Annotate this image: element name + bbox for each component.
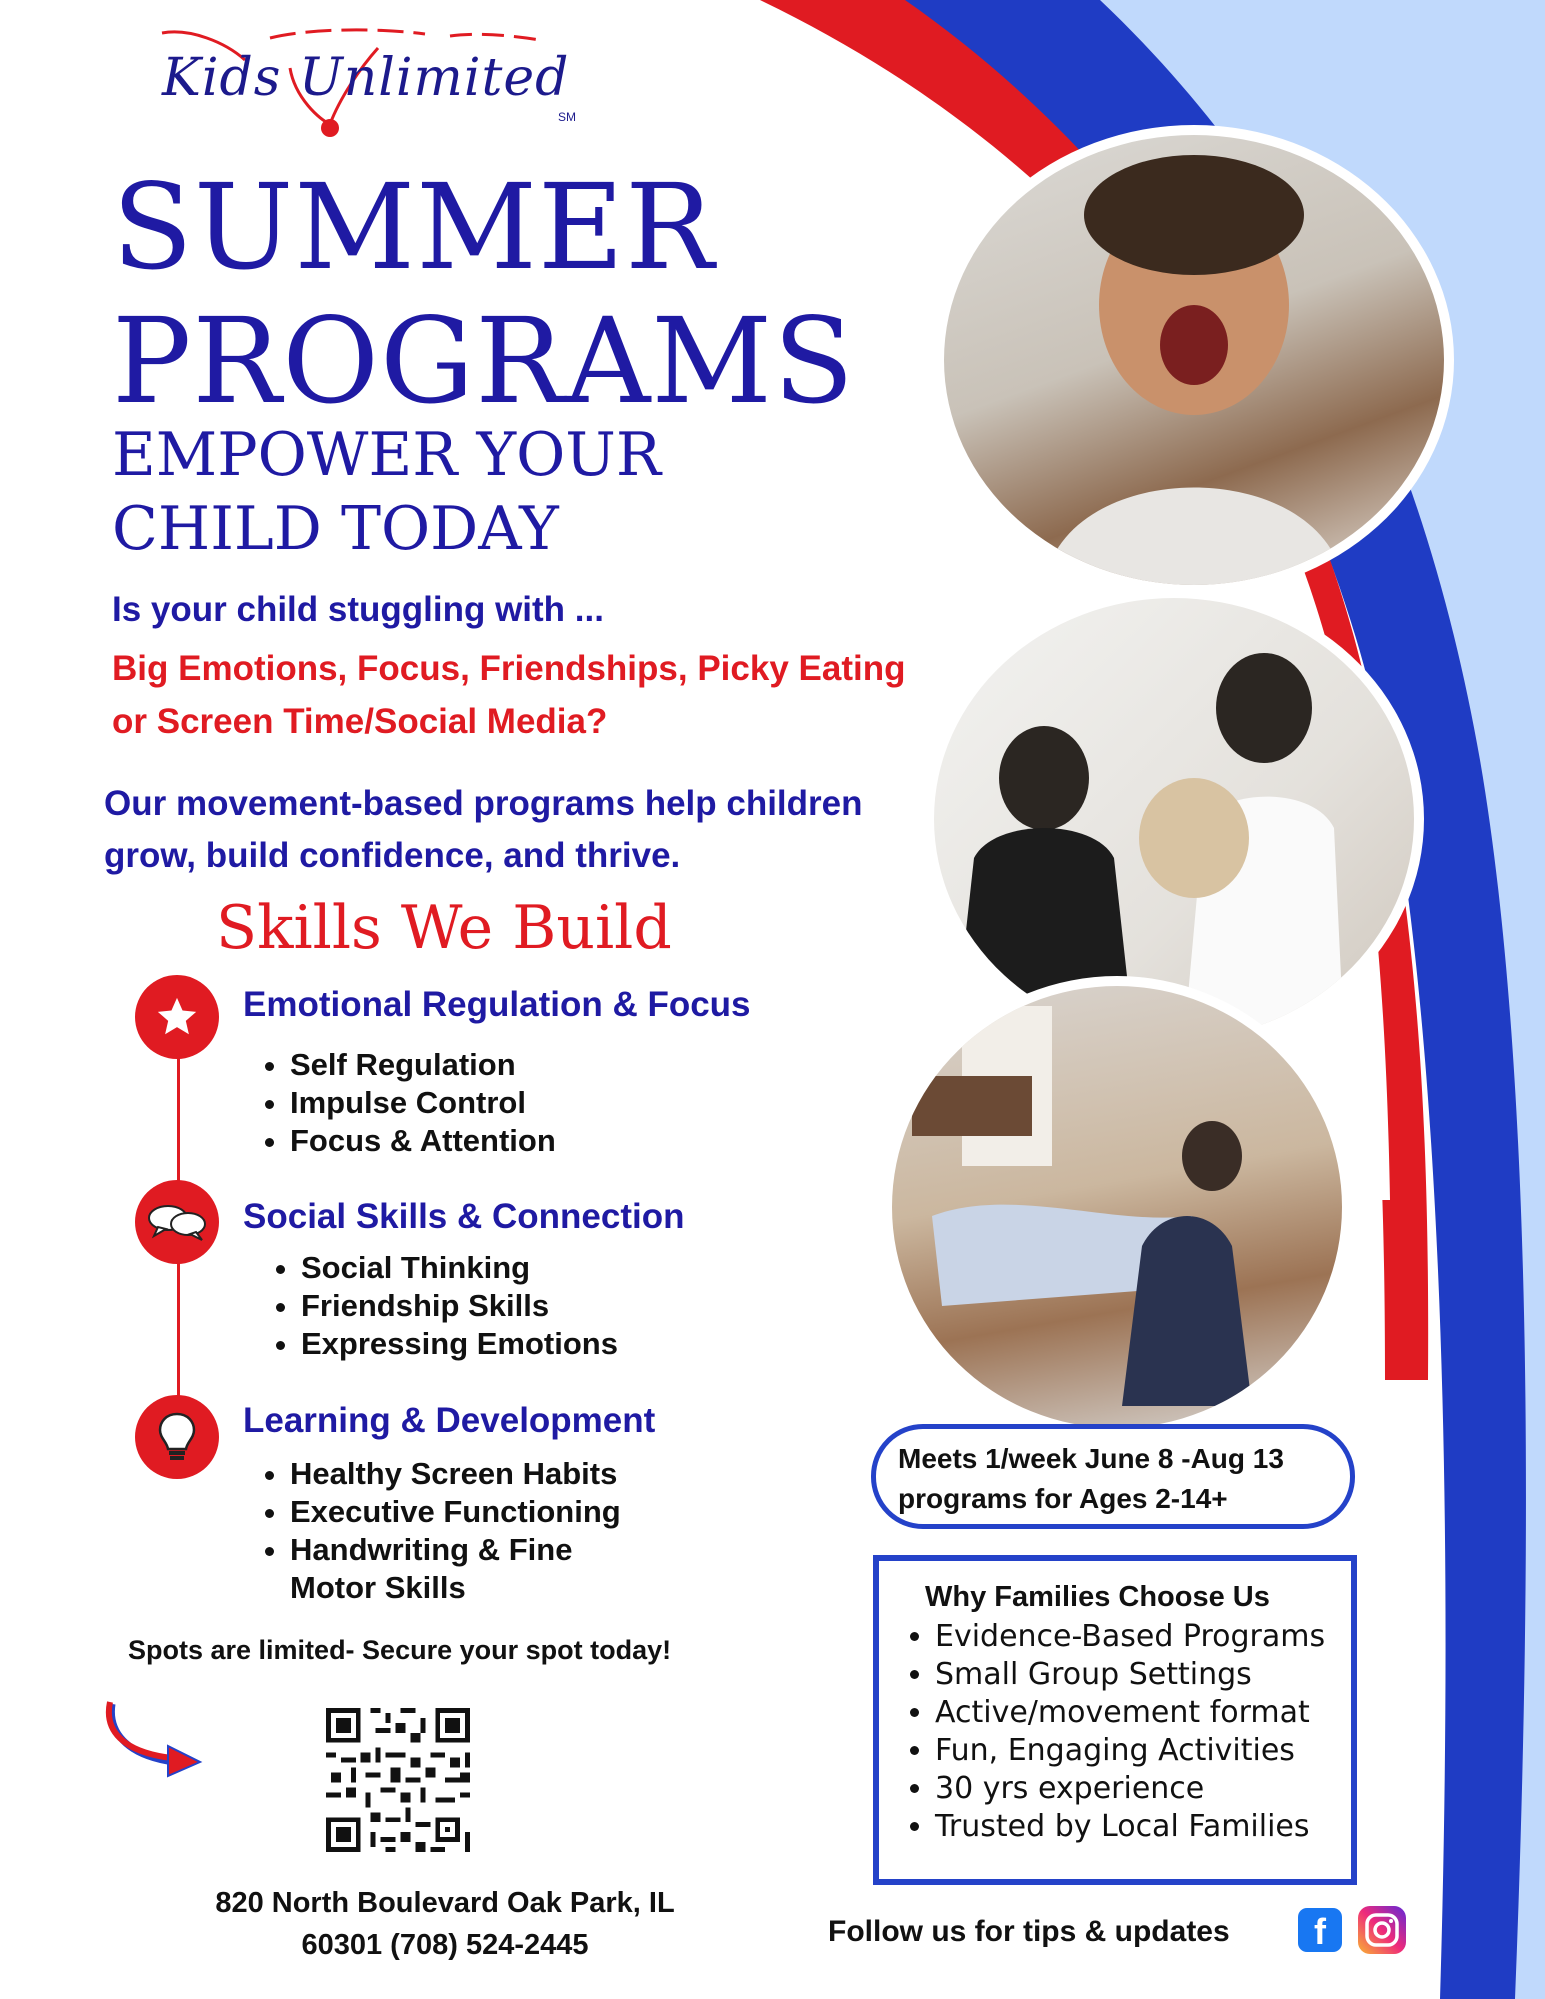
curved-arrow-icon — [104, 1700, 204, 1780]
pitch-text: Our movement-based programs help children grow, build confidence, and thrive. — [104, 784, 863, 875]
photo-child-screaming — [934, 125, 1454, 595]
list-item: • Social Thinking — [301, 1249, 618, 1287]
list-item: • Executive Functioning — [290, 1493, 710, 1531]
skill-list — [273, 1249, 618, 1363]
list-item: • Active/movement format — [935, 1694, 1351, 1732]
why-families-box — [873, 1555, 1357, 1885]
headline-summer: SUMMER — [112, 158, 715, 296]
list-item: • Healthy Screen Habits — [290, 1455, 710, 1493]
kids-unlimited-logo — [150, 28, 590, 138]
skill-group-title: Emotional Regulation & Focus — [243, 985, 751, 1024]
schedule-line2: programs for Ages 2-14+ — [898, 1483, 1228, 1514]
skill-list — [262, 1455, 710, 1607]
question-intro: Is your child stuggling with ... — [112, 590, 604, 629]
service-mark: SM — [558, 110, 576, 124]
list-item: • Expressing Emotions — [301, 1325, 618, 1363]
question-issues: Big Emotions, Focus, Friendships, Picky Eating or Screen Time/Social Media? — [112, 649, 906, 741]
list-item: • Self Regulation — [290, 1046, 556, 1084]
timeline-connector — [177, 1040, 180, 1195]
skill-group-title: Social Skills & Connection — [243, 1197, 685, 1236]
list-item: • Evidence-Based Programs — [935, 1618, 1351, 1656]
skills-heading: Skills We Build — [216, 893, 672, 963]
list-item: • Impulse Control — [290, 1084, 556, 1122]
tagline-line1: EMPOWER YOUR — [112, 420, 662, 490]
photo-kids-teddy-bear — [924, 588, 1424, 1050]
qr-code[interactable] — [316, 1698, 480, 1862]
tagline-line2: CHILD TODAY — [112, 494, 559, 564]
star-icon — [135, 975, 219, 1059]
why-list — [901, 1618, 1351, 1846]
timeline-connector — [177, 1257, 180, 1407]
facebook-icon[interactable]: f — [1298, 1908, 1342, 1952]
follow-text: Follow us for tips & updates — [828, 1915, 1230, 1948]
address-block — [150, 1882, 740, 1966]
list-item: • Focus & Attention — [290, 1122, 556, 1160]
why-title: Why Families Choose Us — [925, 1581, 1270, 1613]
list-item: • Fun, Engaging Activities — [935, 1732, 1351, 1770]
lightbulb-icon — [135, 1395, 219, 1479]
logo-text: Kids Unlimited — [162, 48, 570, 108]
list-item: • Friendship Skills — [301, 1287, 618, 1325]
schedule-line1: Meets 1/week June 8 -Aug 13 — [898, 1443, 1284, 1474]
list-item: • Trusted by Local Families — [935, 1808, 1351, 1846]
address-line2: 60301 (708) 524-2445 — [301, 1929, 589, 1961]
list-item: • Small Group Settings — [935, 1656, 1351, 1694]
instagram-icon[interactable] — [1358, 1906, 1406, 1954]
speech-bubbles-icon — [135, 1180, 219, 1264]
skill-group-title: Learning & Development — [243, 1401, 656, 1440]
list-item: • Handwriting & Fine Motor Skills — [290, 1531, 610, 1607]
skill-list — [262, 1046, 556, 1160]
headline-programs: PROGRAMS — [112, 292, 855, 430]
list-item: • 30 yrs experience — [935, 1770, 1351, 1808]
cta-text: Spots are limited- Secure your spot today! — [128, 1635, 672, 1665]
address-line1: 820 North Boulevard Oak Park, IL — [215, 1887, 675, 1919]
photo-messy-room — [882, 976, 1352, 1438]
schedule-pill — [871, 1424, 1355, 1529]
